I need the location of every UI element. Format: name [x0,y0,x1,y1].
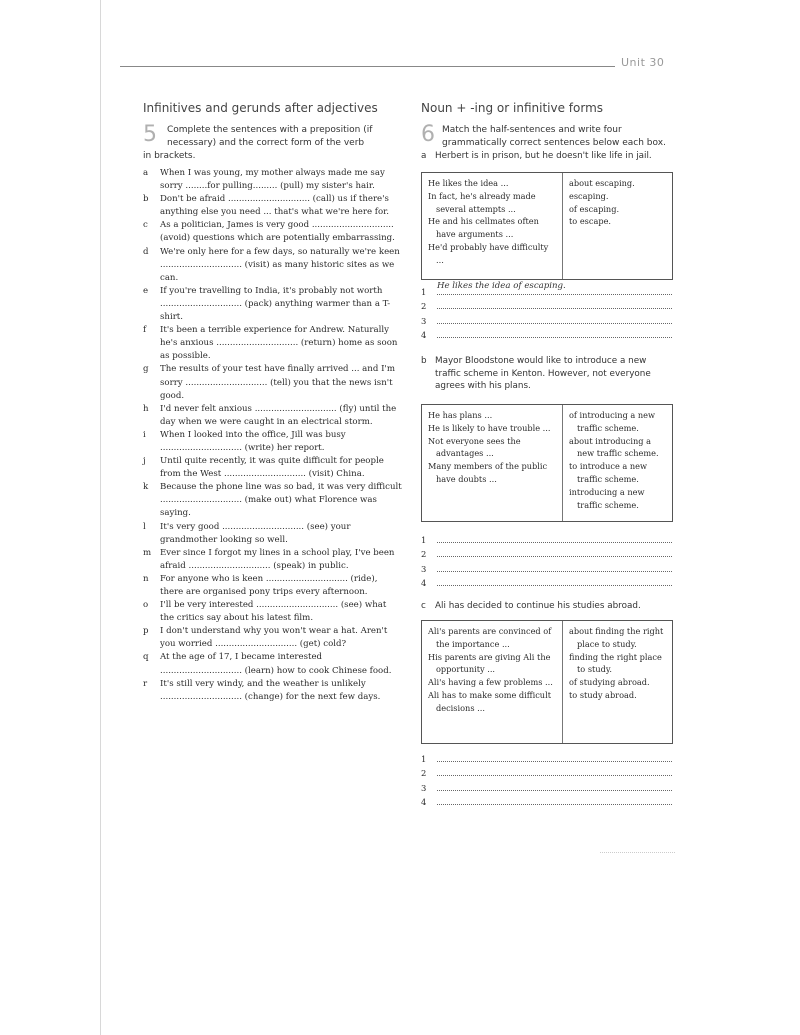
item-letter: q [143,652,149,663]
match-item: Many members of the public have doubts ... [428,461,548,484]
exercise-5-list [143,167,403,704]
match-box-c [421,620,673,744]
item-text: If you're travelling to India, it's probably not worth .............................. (pack) anything warmer than a T-shirt. [160,285,391,323]
item-text: For anyone who is keen .............................. (ride), there are organised pony trips every afternoon. [160,573,378,597]
answer-lines-c [421,752,672,809]
item-letter: g [143,364,149,375]
footer-mark [600,852,675,853]
item-text: It's very good .............................. (see) your grandmother looking so well. [160,521,351,545]
item-letter: r [143,678,148,689]
match-item: about introducing a new traffic scheme. [569,435,659,459]
item-text: I don't understand why you won't wear a hat. Aren't you worried .............................. (get) cold? [160,626,388,650]
answer-line[interactable]: 4 [421,576,672,590]
answer-line[interactable]: 2 [421,299,672,313]
match-item: His parents are giving Ali the opportunity ... [428,651,551,675]
match-box-a-left [422,173,563,279]
match-item: He has plans ... [428,410,493,420]
match-box-a-right [563,173,671,279]
left-section-title: Infinitives and gerunds after adjectives [143,101,378,115]
item-letter: m [143,547,152,558]
header-rule [120,66,615,67]
exercise-5-item-d [143,246,403,285]
item-text: It's been a terrible experience for Andrew. Naturally he's anxious .............................. (return) home as soon as possible. [160,325,398,362]
item-text: We're only here for a few days, so naturally we're keen .............................. (visit) as many historic sites as we can. [160,246,400,283]
section-c-prompt: c Ali has decided to continue his studies abroad. [421,601,641,611]
match-item: about escaping. [569,178,635,188]
item-letter: o [143,600,149,611]
answer-line[interactable]: 2 [421,547,672,561]
item-text: The results of your test have finally arrived ... and I'm sorry .............................. (tell) you that the news isn't good. [160,364,395,401]
exercise-5-item-n [143,573,403,599]
exercise-number-6: 6 [421,122,435,147]
answer-lines-b [421,533,672,590]
match-item: introducing a new traffic scheme. [569,486,645,510]
answer-line[interactable]: 4 [421,328,672,342]
item-text: Until quite recently, it was quite difficult for people from the West .............................. (visit) China. [160,456,384,480]
item-letter: k [143,482,149,493]
right-section-title: Noun + -ing or infinitive forms [421,101,604,115]
answer-line[interactable]: 1 [421,533,672,547]
answer-lines-a [421,280,672,342]
match-item: Not everyone sees the advantages ... [428,435,521,459]
answer-line[interactable]: 3 [421,781,672,795]
match-box-c-right [563,621,671,743]
match-item: escaping. [569,190,609,201]
match-item: of studying abroad. [569,677,650,688]
match-item: to introduce a new traffic scheme. [569,461,648,484]
exercise-5-item-q [143,651,403,677]
page-binding-line [100,0,101,1035]
answer-line[interactable]: 3 [421,314,672,328]
match-item: He is likely to have trouble ... [428,422,551,433]
item-letter: a [143,168,149,178]
unit-label: Unit 30 [621,56,665,69]
item-text: Don't be afraid .............................. (call) us if there's anything else you need ... that's what we're here for. [160,194,390,218]
exercise-5-item-p [143,625,403,651]
item-letter: j [143,456,146,467]
item-text: Because the phone line was so bad, it was very difficult .............................. (make out) what Florence was saying. [160,482,402,519]
match-item: to escape. [569,216,612,227]
exercise-6-instruction-line2: grammatically correct sentences below each box. [442,138,666,148]
exercise-5-item-i [143,429,403,455]
item-text: I'd never felt anxious .............................. (fly) until the day when we were caught in an electrical storm. [160,403,397,427]
match-item: He likes the idea ... [428,178,509,188]
exercise-5-item-f [143,324,403,363]
exercise-5-item-b [143,193,403,219]
exercise-5-item-e [143,285,403,324]
item-letter: h [143,403,149,414]
match-item: In fact, he's already made several attempts ... [428,190,536,214]
match-box-b-right [563,405,671,521]
match-box-b [421,404,673,522]
match-box-b-left [422,405,563,521]
match-item: of introducing a new traffic scheme. [569,410,656,433]
match-item: He and his cellmates often have arguments ... [428,216,539,240]
item-text: It's still very windy, and the weather is unlikely .............................. (change) for the next few days. [160,678,381,702]
exercise-5-item-l [143,521,403,547]
match-item: He'd probably have difficulty ... [428,241,549,265]
exercise-5-item-r [143,678,403,704]
section-b-prompt: b Mayor Bloodstone would like to introduce a new traffic scheme in Kenton. However, not everyone agrees with his plans. [421,356,651,391]
exercise-5-item-a [143,167,403,193]
item-text: Ever since I forgot my lines in a school play, I've been afraid .............................. (speak) in public. [160,547,395,571]
match-item: to study abroad. [569,689,637,700]
item-text: When I looked into the office, Jill was busy .............................. (write) her report. [160,429,346,453]
item-text: When I was young, my mother always made me say sorry ........for pulling......... (pull) my sister's hair. [160,168,385,192]
item-text: I'll be very interested .............................. (see) what the critics say about his latest film. [160,600,387,624]
exercise-number-5: 5 [143,122,157,147]
item-letter: p [143,626,149,637]
match-box-c-left [422,621,563,743]
exercise-5-item-k [143,481,403,520]
match-item: of escaping. [569,203,620,214]
answer-text: He likes the idea of escaping. [437,280,568,293]
section-a-prompt: a Herbert is in prison, but he doesn't like life in jail. [421,151,652,161]
item-letter: i [143,429,146,440]
exercise-5-item-m [143,547,403,573]
match-item: about finding the right place to study. [569,626,664,649]
exercise-5-instruction-line1: Complete the sentences with a preposition (if [167,125,373,135]
exercise-5-instruction-line2: necessary) and the correct form of the verb [167,138,365,148]
exercise-5-item-h [143,403,403,429]
match-item: Ali has to make some difficult decisions ... [428,689,551,713]
answer-line[interactable]: 2 [421,766,672,780]
item-text: As a politician, James is very good .............................. (avoid) questions which are potentially embarrassing. [160,220,395,244]
match-box-a [421,172,673,280]
item-letter: d [143,246,149,257]
answer-line[interactable]: 3 [421,562,672,576]
answer-line[interactable]: 1 [421,752,672,766]
match-item: Ali's having a few problems ... [428,677,553,688]
match-item: Ali's parents are convinced of the importance ... [428,626,552,649]
item-letter: b [143,194,149,205]
item-text: At the age of 17, I became interested .............................. (learn) how to cook Chinese food. [160,652,392,676]
answer-line[interactable]: 1 He likes the idea of escaping. [421,285,672,299]
item-letter: f [143,325,147,336]
exercise-6-instruction-line1: Match the half-sentences and write four [442,125,622,135]
exercise-5-item-g [143,363,403,402]
match-item: finding the right place to study. [569,651,662,675]
item-letter: l [143,521,146,532]
item-letter: c [143,220,148,231]
exercise-5-item-c [143,219,403,245]
item-letter: n [143,573,149,584]
exercise-5-item-j [143,455,403,481]
answer-line[interactable]: 4 [421,795,672,809]
exercise-5-item-o [143,599,403,625]
item-letter: e [143,285,149,296]
exercise-5-instruction-line3: in brackets. [143,151,196,161]
